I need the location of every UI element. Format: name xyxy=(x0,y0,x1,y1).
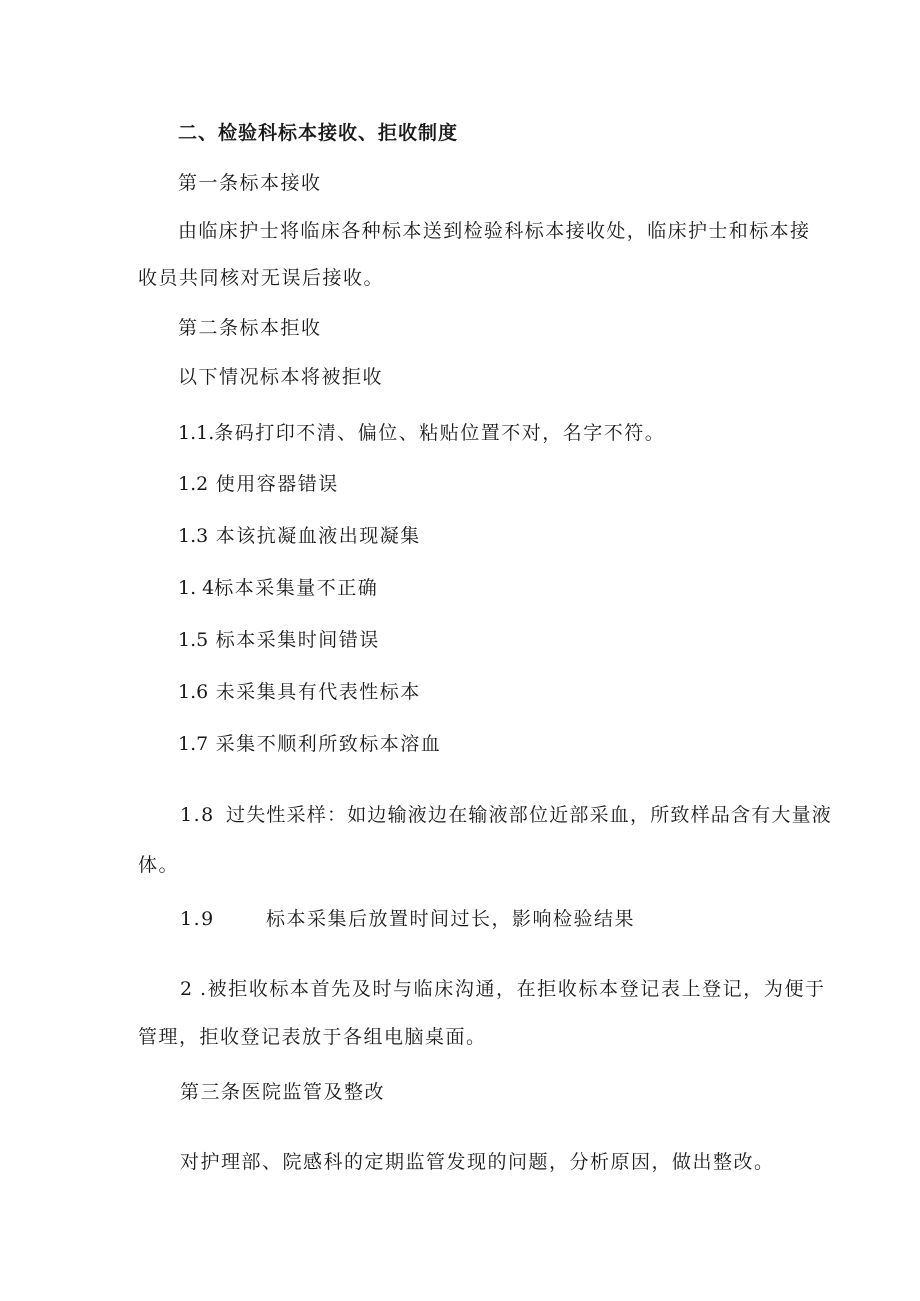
article2-intro: 以下情况标本将被拒收 xyxy=(178,366,384,388)
item-number: 1.6 xyxy=(178,681,209,703)
item-1-8-line2: 体。 xyxy=(138,854,180,876)
list-item xyxy=(178,732,441,756)
item-1-9-number: 1.9 xyxy=(180,908,215,930)
item-text: 本该抗凝血液出现凝集 xyxy=(215,525,421,547)
item-number: 1.2 xyxy=(178,473,209,495)
list-item xyxy=(178,524,421,548)
article1-title: 第一条标本接收 xyxy=(178,172,322,194)
article1-body-line2: 收员共同核对无误后接收。 xyxy=(138,267,385,289)
item-text: 标本采集时间错误 xyxy=(215,629,380,651)
item-number: 1.1. xyxy=(178,422,215,444)
list-item xyxy=(178,680,421,704)
article2-title: 第二条标本拒收 xyxy=(178,317,322,339)
item-2-number: 2 xyxy=(180,978,194,1000)
item-2-line2: 管理，拒收登记表放于各组电脑桌面。 xyxy=(138,1026,487,1048)
item-number: 1.7 xyxy=(178,733,209,755)
article3-body: 对护理部、院感科的定期监管发现的问题，分析原因，做出整改。 xyxy=(180,1151,775,1173)
item-text: 未采集具有代表性标本 xyxy=(215,681,421,703)
article1-body-line1: 由临床护士将临床各种标本送到检验科标本接收处，临床护士和标本接 xyxy=(178,220,811,242)
list-item xyxy=(178,628,380,652)
item-2-line1: .被拒收标本首先及时与临床沟通，在拒收标本登记表上登记，为便于 xyxy=(200,978,826,1000)
item-1-9-text: 标本采集后放置时间过长，影响检验结果 xyxy=(266,908,636,930)
item-text: 采集不顺利所致标本溶血 xyxy=(215,733,442,755)
list-item xyxy=(178,576,378,600)
item-text: 条码打印不清、偏位、粘贴位置不对，名字不符。 xyxy=(214,422,666,444)
section-heading: 二、检验科标本接收、拒收制度 xyxy=(178,122,459,144)
item-1-8-line1: 过失性采样：如边输液边在输液部位近部采血，所致样品含有大量液 xyxy=(226,804,833,826)
item-1-8-number: 1.8 xyxy=(180,804,215,826)
item-number: 1.5 xyxy=(178,629,209,651)
list-item xyxy=(178,472,339,496)
item-text: 标本采集量不正确 xyxy=(214,577,379,599)
item-text: 使用容器错误 xyxy=(215,473,339,495)
item-number: 1.3 xyxy=(178,525,209,547)
item-number: 1. 4 xyxy=(178,577,215,599)
article3-title: 第三条医院监管及整改 xyxy=(180,1081,386,1103)
list-item xyxy=(178,421,665,445)
